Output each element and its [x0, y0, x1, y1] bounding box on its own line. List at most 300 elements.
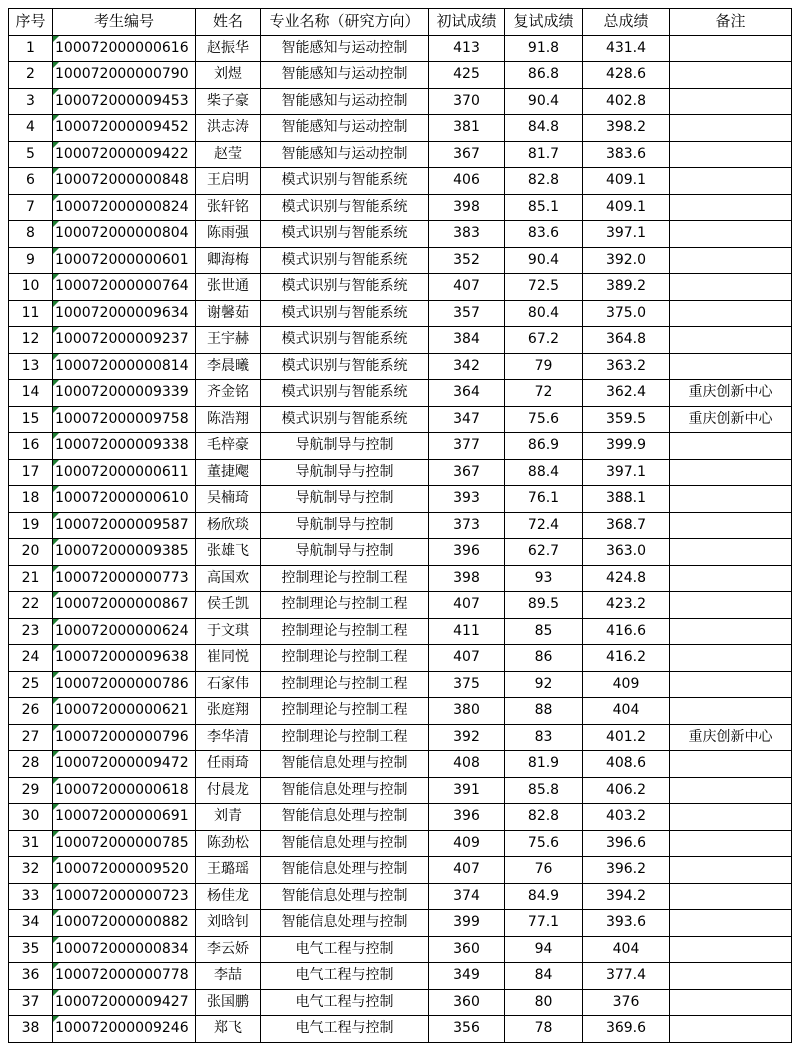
cell-total-score: 393.6	[583, 910, 670, 937]
cell-seq: 32	[9, 857, 53, 884]
cell-seq: 24	[9, 645, 53, 672]
cell-total-score: 409	[583, 671, 670, 698]
cell-initial-score: 349	[429, 963, 505, 990]
cell-candidate-id: 100072000000618	[53, 777, 196, 804]
cell-major: 模式识别与智能系统	[261, 274, 429, 301]
table-row	[9, 300, 792, 327]
table-row	[9, 168, 792, 195]
cell-initial-score: 408	[429, 751, 505, 778]
cell-total-score: 428.6	[583, 62, 670, 89]
cell-name: 刘煜	[196, 62, 261, 89]
table-row	[9, 671, 792, 698]
cell-major: 导航制导与控制	[261, 433, 429, 460]
cell-total-score: 396.2	[583, 857, 670, 884]
cell-name: 杨欣琰	[196, 512, 261, 539]
cell-candidate-id: 100072000000621	[53, 698, 196, 725]
table-row	[9, 592, 792, 619]
cell-seq: 28	[9, 751, 53, 778]
cell-seq: 8	[9, 221, 53, 248]
cell-initial-score: 360	[429, 936, 505, 963]
cell-candidate-id: 100072000009758	[53, 406, 196, 433]
table-row	[9, 62, 792, 89]
cell-name: 郑飞	[196, 1016, 261, 1043]
cell-total-score: 401.2	[583, 724, 670, 751]
cell-major: 模式识别与智能系统	[261, 168, 429, 195]
cell-initial-score: 364	[429, 380, 505, 407]
cell-seq: 6	[9, 168, 53, 195]
cell-candidate-id: 100072000009427	[53, 989, 196, 1016]
cell-candidate-id: 100072000000882	[53, 910, 196, 937]
cell-remark	[670, 671, 792, 698]
cell-seq: 18	[9, 486, 53, 513]
table-row	[9, 141, 792, 168]
cell-initial-score: 375	[429, 671, 505, 698]
table-row	[9, 512, 792, 539]
table-row	[9, 936, 792, 963]
cell-initial-score: 407	[429, 592, 505, 619]
cell-candidate-id: 100072000000790	[53, 62, 196, 89]
cell-name: 王宇赫	[196, 327, 261, 354]
cell-remark	[670, 88, 792, 115]
cell-seq: 4	[9, 115, 53, 142]
table-row	[9, 565, 792, 592]
table-row	[9, 618, 792, 645]
cell-retest-score: 83	[505, 724, 583, 751]
cell-retest-score: 84	[505, 963, 583, 990]
cell-name: 王璐瑶	[196, 857, 261, 884]
cell-remark	[670, 512, 792, 539]
header-remark: 备注	[670, 9, 792, 36]
cell-seq: 20	[9, 539, 53, 566]
cell-seq: 3	[9, 88, 53, 115]
header-total-score: 总成绩	[583, 9, 670, 36]
header-name: 姓名	[196, 9, 261, 36]
cell-total-score: 424.8	[583, 565, 670, 592]
cell-initial-score: 398	[429, 194, 505, 221]
cell-total-score: 409.1	[583, 194, 670, 221]
cell-total-score: 394.2	[583, 883, 670, 910]
cell-name: 张庭翔	[196, 698, 261, 725]
cell-initial-score: 357	[429, 300, 505, 327]
cell-remark	[670, 274, 792, 301]
cell-name: 李喆	[196, 963, 261, 990]
cell-seq: 10	[9, 274, 53, 301]
cell-name: 高国欢	[196, 565, 261, 592]
cell-seq: 31	[9, 830, 53, 857]
table-row	[9, 88, 792, 115]
cell-remark	[670, 221, 792, 248]
cell-remark	[670, 168, 792, 195]
cell-name: 陈浩翔	[196, 406, 261, 433]
cell-remark	[670, 194, 792, 221]
cell-remark	[670, 751, 792, 778]
cell-major: 模式识别与智能系统	[261, 247, 429, 274]
cell-candidate-id: 100072000009385	[53, 539, 196, 566]
table-row	[9, 751, 792, 778]
cell-total-score: 397.1	[583, 221, 670, 248]
cell-candidate-id: 100072000009246	[53, 1016, 196, 1043]
cell-total-score: 404	[583, 936, 670, 963]
cell-retest-score: 85.8	[505, 777, 583, 804]
cell-initial-score: 367	[429, 459, 505, 486]
cell-candidate-id: 100072000000824	[53, 194, 196, 221]
cell-total-score: 363.2	[583, 353, 670, 380]
cell-initial-score: 425	[429, 62, 505, 89]
cell-total-score: 402.8	[583, 88, 670, 115]
cell-seq: 13	[9, 353, 53, 380]
cell-initial-score: 373	[429, 512, 505, 539]
cell-candidate-id: 100072000009520	[53, 857, 196, 884]
cell-candidate-id: 100072000000804	[53, 221, 196, 248]
cell-initial-score: 407	[429, 645, 505, 672]
cell-major: 模式识别与智能系统	[261, 194, 429, 221]
header-row	[9, 9, 792, 36]
cell-retest-score: 83.6	[505, 221, 583, 248]
cell-retest-score: 90.4	[505, 88, 583, 115]
cell-remark	[670, 35, 792, 62]
cell-seq: 9	[9, 247, 53, 274]
cell-retest-score: 62.7	[505, 539, 583, 566]
cell-seq: 12	[9, 327, 53, 354]
table-row	[9, 459, 792, 486]
cell-name: 崔同悦	[196, 645, 261, 672]
cell-remark	[670, 141, 792, 168]
cell-initial-score: 409	[429, 830, 505, 857]
cell-name: 洪志涛	[196, 115, 261, 142]
cell-seq: 2	[9, 62, 53, 89]
cell-total-score: 376	[583, 989, 670, 1016]
table-row	[9, 883, 792, 910]
cell-name: 杨佳龙	[196, 883, 261, 910]
cell-seq: 23	[9, 618, 53, 645]
cell-name: 付晨龙	[196, 777, 261, 804]
cell-candidate-id: 100072000009453	[53, 88, 196, 115]
cell-candidate-id: 100072000000834	[53, 936, 196, 963]
cell-remark	[670, 115, 792, 142]
cell-total-score: 399.9	[583, 433, 670, 460]
cell-initial-score: 367	[429, 141, 505, 168]
cell-major: 智能感知与运动控制	[261, 115, 429, 142]
cell-retest-score: 77.1	[505, 910, 583, 937]
cell-seq: 5	[9, 141, 53, 168]
cell-retest-score: 81.7	[505, 141, 583, 168]
cell-remark	[670, 433, 792, 460]
table-row	[9, 1016, 792, 1043]
cell-seq: 29	[9, 777, 53, 804]
cell-seq: 36	[9, 963, 53, 990]
cell-remark	[670, 618, 792, 645]
table-row	[9, 380, 792, 407]
cell-total-score: 409.1	[583, 168, 670, 195]
cell-seq: 34	[9, 910, 53, 937]
cell-initial-score: 406	[429, 168, 505, 195]
table-row	[9, 274, 792, 301]
cell-major: 控制理论与控制工程	[261, 671, 429, 698]
table-row	[9, 406, 792, 433]
cell-initial-score: 380	[429, 698, 505, 725]
cell-remark	[670, 830, 792, 857]
table-row	[9, 645, 792, 672]
cell-seq: 16	[9, 433, 53, 460]
cell-initial-score: 383	[429, 221, 505, 248]
cell-major: 控制理论与控制工程	[261, 645, 429, 672]
cell-major: 模式识别与智能系统	[261, 221, 429, 248]
cell-major: 模式识别与智能系统	[261, 327, 429, 354]
cell-seq: 25	[9, 671, 53, 698]
cell-initial-score: 407	[429, 857, 505, 884]
cell-seq: 26	[9, 698, 53, 725]
cell-remark	[670, 910, 792, 937]
table-row	[9, 353, 792, 380]
cell-candidate-id: 100072000000723	[53, 883, 196, 910]
cell-initial-score: 381	[429, 115, 505, 142]
table-row	[9, 486, 792, 513]
header-major: 专业名称（研究方向）	[261, 9, 429, 36]
cell-remark	[670, 486, 792, 513]
cell-retest-score: 82.8	[505, 168, 583, 195]
table-row	[9, 989, 792, 1016]
cell-retest-score: 93	[505, 565, 583, 592]
cell-name: 谢馨茹	[196, 300, 261, 327]
cell-name: 李华清	[196, 724, 261, 751]
cell-initial-score: 393	[429, 486, 505, 513]
cell-name: 李晨曦	[196, 353, 261, 380]
cell-total-score: 398.2	[583, 115, 670, 142]
cell-retest-score: 94	[505, 936, 583, 963]
cell-remark	[670, 963, 792, 990]
cell-seq: 15	[9, 406, 53, 433]
table-row	[9, 247, 792, 274]
table-row	[9, 433, 792, 460]
cell-seq: 38	[9, 1016, 53, 1043]
cell-candidate-id: 100072000009638	[53, 645, 196, 672]
cell-candidate-id: 100072000000611	[53, 459, 196, 486]
cell-retest-score: 80.4	[505, 300, 583, 327]
cell-major: 控制理论与控制工程	[261, 724, 429, 751]
cell-seq: 22	[9, 592, 53, 619]
cell-total-score: 392.0	[583, 247, 670, 274]
cell-initial-score: 377	[429, 433, 505, 460]
cell-candidate-id: 100072000000814	[53, 353, 196, 380]
table-row	[9, 777, 792, 804]
cell-major: 智能感知与运动控制	[261, 88, 429, 115]
cell-seq: 14	[9, 380, 53, 407]
cell-candidate-id: 100072000000867	[53, 592, 196, 619]
cell-initial-score: 342	[429, 353, 505, 380]
cell-total-score: 404	[583, 698, 670, 725]
cell-retest-score: 75.6	[505, 830, 583, 857]
cell-retest-score: 78	[505, 1016, 583, 1043]
cell-initial-score: 352	[429, 247, 505, 274]
cell-candidate-id: 100072000000848	[53, 168, 196, 195]
cell-major: 模式识别与智能系统	[261, 353, 429, 380]
cell-initial-score: 360	[429, 989, 505, 1016]
cell-remark	[670, 804, 792, 831]
cell-remark	[670, 300, 792, 327]
cell-candidate-id: 100072000009587	[53, 512, 196, 539]
cell-initial-score: 399	[429, 910, 505, 937]
cell-name: 毛梓豪	[196, 433, 261, 460]
cell-retest-score: 72	[505, 380, 583, 407]
cell-name: 吴楠琦	[196, 486, 261, 513]
cell-major: 智能信息处理与控制	[261, 751, 429, 778]
cell-total-score: 364.8	[583, 327, 670, 354]
cell-name: 张国鹏	[196, 989, 261, 1016]
cell-retest-score: 86	[505, 645, 583, 672]
cell-total-score: 368.7	[583, 512, 670, 539]
cell-major: 控制理论与控制工程	[261, 618, 429, 645]
cell-name: 张轩铭	[196, 194, 261, 221]
cell-total-score: 416.2	[583, 645, 670, 672]
cell-name: 赵振华	[196, 35, 261, 62]
cell-candidate-id: 100072000000691	[53, 804, 196, 831]
cell-candidate-id: 100072000000796	[53, 724, 196, 751]
cell-remark	[670, 459, 792, 486]
cell-major: 控制理论与控制工程	[261, 698, 429, 725]
cell-name: 侯壬凯	[196, 592, 261, 619]
table-row	[9, 857, 792, 884]
cell-retest-score: 88.4	[505, 459, 583, 486]
cell-remark: 重庆创新中心	[670, 406, 792, 433]
cell-total-score: 359.5	[583, 406, 670, 433]
cell-major: 控制理论与控制工程	[261, 592, 429, 619]
cell-remark	[670, 883, 792, 910]
cell-candidate-id: 100072000009339	[53, 380, 196, 407]
cell-remark	[670, 565, 792, 592]
cell-initial-score: 398	[429, 565, 505, 592]
cell-name: 张世通	[196, 274, 261, 301]
cell-name: 董捷飔	[196, 459, 261, 486]
cell-retest-score: 80	[505, 989, 583, 1016]
cell-name: 齐金铭	[196, 380, 261, 407]
cell-seq: 37	[9, 989, 53, 1016]
cell-total-score: 383.6	[583, 141, 670, 168]
cell-candidate-id: 100072000009338	[53, 433, 196, 460]
cell-seq: 21	[9, 565, 53, 592]
cell-total-score: 406.2	[583, 777, 670, 804]
cell-retest-score: 72.5	[505, 274, 583, 301]
results-sheet	[8, 8, 792, 1043]
cell-seq: 17	[9, 459, 53, 486]
cell-candidate-id: 100072000000785	[53, 830, 196, 857]
cell-remark: 重庆创新中心	[670, 724, 792, 751]
cell-name: 陈劲松	[196, 830, 261, 857]
cell-name: 李云娇	[196, 936, 261, 963]
results-table	[8, 8, 792, 1043]
cell-candidate-id: 100072000009422	[53, 141, 196, 168]
cell-remark	[670, 777, 792, 804]
cell-seq: 7	[9, 194, 53, 221]
cell-candidate-id: 100072000000764	[53, 274, 196, 301]
cell-remark	[670, 857, 792, 884]
cell-retest-score: 88	[505, 698, 583, 725]
cell-major: 智能信息处理与控制	[261, 910, 429, 937]
cell-remark	[670, 62, 792, 89]
cell-major: 电气工程与控制	[261, 936, 429, 963]
table-row	[9, 910, 792, 937]
cell-total-score: 389.2	[583, 274, 670, 301]
cell-total-score: 423.2	[583, 592, 670, 619]
cell-total-score: 369.6	[583, 1016, 670, 1043]
cell-retest-score: 76.1	[505, 486, 583, 513]
cell-initial-score: 396	[429, 539, 505, 566]
cell-candidate-id: 100072000000778	[53, 963, 196, 990]
cell-major: 控制理论与控制工程	[261, 565, 429, 592]
cell-retest-score: 85	[505, 618, 583, 645]
table-body	[9, 35, 792, 1042]
cell-major: 模式识别与智能系统	[261, 380, 429, 407]
cell-major: 智能信息处理与控制	[261, 804, 429, 831]
cell-candidate-id: 100072000000773	[53, 565, 196, 592]
cell-retest-score: 89.5	[505, 592, 583, 619]
cell-initial-score: 396	[429, 804, 505, 831]
cell-total-score: 375.0	[583, 300, 670, 327]
cell-candidate-id: 100072000009237	[53, 327, 196, 354]
header-candidate-id: 考生编号	[53, 9, 196, 36]
cell-major: 电气工程与控制	[261, 963, 429, 990]
cell-remark	[670, 327, 792, 354]
cell-initial-score: 370	[429, 88, 505, 115]
cell-major: 智能感知与运动控制	[261, 35, 429, 62]
cell-name: 柴子豪	[196, 88, 261, 115]
cell-candidate-id: 100072000000616	[53, 35, 196, 62]
cell-remark	[670, 539, 792, 566]
cell-remark	[670, 592, 792, 619]
cell-retest-score: 85.1	[505, 194, 583, 221]
cell-seq: 11	[9, 300, 53, 327]
cell-candidate-id: 100072000009634	[53, 300, 196, 327]
cell-retest-score: 91.8	[505, 35, 583, 62]
cell-seq: 1	[9, 35, 53, 62]
table-row	[9, 194, 792, 221]
table-row	[9, 115, 792, 142]
cell-seq: 27	[9, 724, 53, 751]
cell-retest-score: 82.8	[505, 804, 583, 831]
cell-major: 智能信息处理与控制	[261, 857, 429, 884]
cell-major: 智能感知与运动控制	[261, 62, 429, 89]
cell-seq: 33	[9, 883, 53, 910]
cell-retest-score: 79	[505, 353, 583, 380]
table-row	[9, 698, 792, 725]
table-row	[9, 221, 792, 248]
cell-major: 导航制导与控制	[261, 539, 429, 566]
cell-retest-score: 81.9	[505, 751, 583, 778]
cell-initial-score: 407	[429, 274, 505, 301]
cell-total-score: 403.2	[583, 804, 670, 831]
cell-total-score: 388.1	[583, 486, 670, 513]
cell-major: 智能信息处理与控制	[261, 883, 429, 910]
cell-retest-score: 86.8	[505, 62, 583, 89]
cell-initial-score: 384	[429, 327, 505, 354]
cell-candidate-id: 100072000009452	[53, 115, 196, 142]
cell-remark	[670, 247, 792, 274]
cell-total-score: 408.6	[583, 751, 670, 778]
cell-retest-score: 76	[505, 857, 583, 884]
cell-seq: 35	[9, 936, 53, 963]
cell-name: 张雄飞	[196, 539, 261, 566]
cell-candidate-id: 100072000000624	[53, 618, 196, 645]
cell-name: 陈雨强	[196, 221, 261, 248]
cell-major: 导航制导与控制	[261, 486, 429, 513]
cell-retest-score: 84.8	[505, 115, 583, 142]
cell-name: 赵莹	[196, 141, 261, 168]
cell-total-score: 416.6	[583, 618, 670, 645]
cell-remark	[670, 989, 792, 1016]
cell-initial-score: 392	[429, 724, 505, 751]
cell-retest-score: 90.4	[505, 247, 583, 274]
cell-name: 卿海梅	[196, 247, 261, 274]
cell-total-score: 363.0	[583, 539, 670, 566]
